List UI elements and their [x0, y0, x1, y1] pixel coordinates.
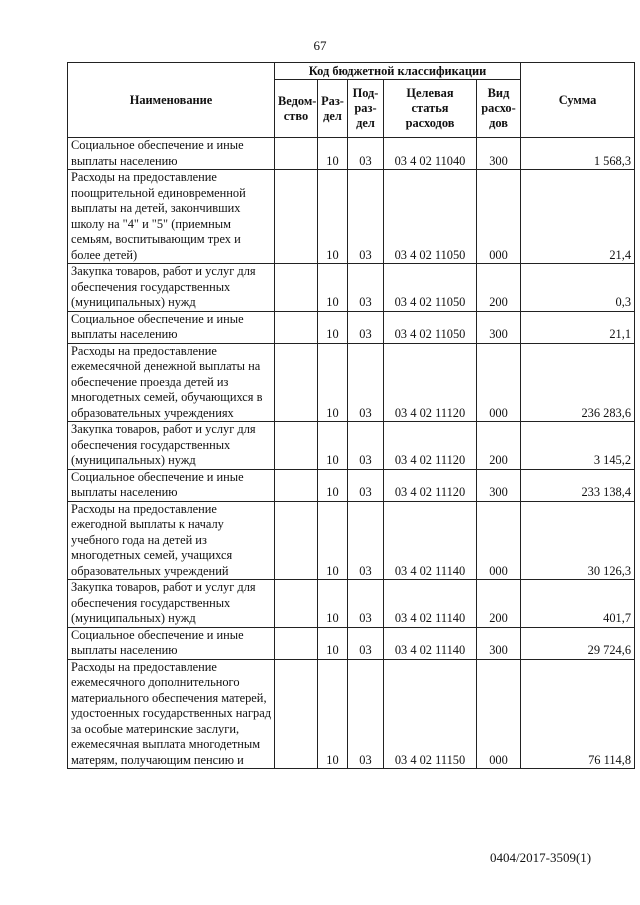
row-razdel: 10	[318, 138, 348, 170]
row-sum: 1 568,3	[521, 138, 635, 170]
page-number: 67	[313, 38, 327, 53]
row-name: Закупка товаров, работ и услуг для обеспечения государственных (муниципальных) нужд	[68, 422, 275, 470]
table-row	[68, 501, 635, 580]
row-target-article: 03 4 02 11150	[384, 659, 477, 769]
header-vedomstvo: Ведом-ство	[275, 80, 318, 138]
row-vedomstvo	[275, 659, 318, 769]
header-budget-classification: Код бюджетной классификации	[275, 63, 521, 80]
row-sum: 76 114,8	[521, 659, 635, 769]
row-target-article: 03 4 02 11120	[384, 422, 477, 470]
table-row	[68, 627, 635, 659]
row-sum: 29 724,6	[521, 627, 635, 659]
row-expense-type: 200	[477, 264, 521, 312]
table-body	[68, 138, 635, 769]
row-expense-type: 300	[477, 627, 521, 659]
row-target-article: 03 4 02 11050	[384, 170, 477, 264]
table-row	[68, 469, 635, 501]
row-podrazdel: 03	[348, 264, 384, 312]
row-sum: 0,3	[521, 264, 635, 312]
row-razdel: 10	[318, 469, 348, 501]
row-target-article: 03 4 02 11120	[384, 343, 477, 422]
row-podrazdel: 03	[348, 469, 384, 501]
row-vedomstvo	[275, 311, 318, 343]
row-target-article: 03 4 02 11040	[384, 138, 477, 170]
header-target-article: Целевая статья расходов	[384, 80, 477, 138]
row-razdel: 10	[318, 343, 348, 422]
row-expense-type: 200	[477, 580, 521, 628]
row-podrazdel: 03	[348, 580, 384, 628]
table-row	[68, 343, 635, 422]
row-expense-type: 300	[477, 469, 521, 501]
budget-table	[67, 62, 635, 769]
row-target-article: 03 4 02 11050	[384, 264, 477, 312]
row-podrazdel: 03	[348, 627, 384, 659]
row-name: Социальное обеспечение и иные выплаты населению	[68, 627, 275, 659]
row-sum: 401,7	[521, 580, 635, 628]
row-vedomstvo	[275, 343, 318, 422]
row-vedomstvo	[275, 170, 318, 264]
table-row	[68, 170, 635, 264]
row-sum: 30 126,3	[521, 501, 635, 580]
row-podrazdel: 03	[348, 170, 384, 264]
row-expense-type: 000	[477, 501, 521, 580]
header-podrazdel: Под-раз-дел	[348, 80, 384, 138]
header-expense-type: Вид расхо-дов	[477, 80, 521, 138]
row-vedomstvo	[275, 138, 318, 170]
header-sum: Сумма	[521, 63, 635, 138]
row-razdel: 10	[318, 422, 348, 470]
table-row	[68, 311, 635, 343]
row-expense-type: 000	[477, 343, 521, 422]
row-podrazdel: 03	[348, 311, 384, 343]
row-vedomstvo	[275, 627, 318, 659]
row-vedomstvo	[275, 501, 318, 580]
row-sum: 233 138,4	[521, 469, 635, 501]
row-expense-type: 000	[477, 170, 521, 264]
header-razdel: Раз-дел	[318, 80, 348, 138]
row-razdel: 10	[318, 170, 348, 264]
row-expense-type: 200	[477, 422, 521, 470]
row-target-article: 03 4 02 11140	[384, 627, 477, 659]
row-target-article: 03 4 02 11050	[384, 311, 477, 343]
row-expense-type: 300	[477, 138, 521, 170]
row-name: Расходы на предоставление поощрительной единовременной выплаты на детей, закончивших школу на "4" и "5" (приемным семьям, воспитывающим трех и более детей)	[68, 170, 275, 264]
table-row	[68, 580, 635, 628]
row-name: Расходы на предоставление ежемесячной денежной выплаты на обеспечение проезда детей из многодетных семей, обучающихся в образовательных учреждениях	[68, 343, 275, 422]
row-vedomstvo	[275, 422, 318, 470]
table-row	[68, 422, 635, 470]
document-code: 0404/2017-3509(1)	[490, 850, 592, 865]
table-row	[68, 264, 635, 312]
row-vedomstvo	[275, 580, 318, 628]
row-razdel: 10	[318, 580, 348, 628]
row-razdel: 10	[318, 311, 348, 343]
row-razdel: 10	[318, 501, 348, 580]
row-podrazdel: 03	[348, 138, 384, 170]
row-podrazdel: 03	[348, 501, 384, 580]
row-target-article: 03 4 02 11120	[384, 469, 477, 501]
row-name: Социальное обеспечение и иные выплаты населению	[68, 469, 275, 501]
row-podrazdel: 03	[348, 422, 384, 470]
row-name: Закупка товаров, работ и услуг для обеспечения государственных (муниципальных) нужд	[68, 580, 275, 628]
row-target-article: 03 4 02 11140	[384, 580, 477, 628]
row-razdel: 10	[318, 659, 348, 769]
row-sum: 21,4	[521, 170, 635, 264]
row-razdel: 10	[318, 264, 348, 312]
table-row	[68, 138, 635, 170]
row-target-article: 03 4 02 11140	[384, 501, 477, 580]
row-name: Социальное обеспечение и иные выплаты населению	[68, 138, 275, 170]
row-sum: 236 283,6	[521, 343, 635, 422]
row-sum: 21,1	[521, 311, 635, 343]
row-expense-type: 000	[477, 659, 521, 769]
row-sum: 3 145,2	[521, 422, 635, 470]
row-name: Расходы на предоставление ежегодной выплаты к началу учебного года на детей из многодетных семей, учащихся образовательных учреждений	[68, 501, 275, 580]
table-row	[68, 659, 635, 769]
row-podrazdel: 03	[348, 659, 384, 769]
row-razdel: 10	[318, 627, 348, 659]
row-expense-type: 300	[477, 311, 521, 343]
row-vedomstvo	[275, 264, 318, 312]
row-vedomstvo	[275, 469, 318, 501]
header-name: Наименование	[68, 63, 275, 138]
row-name: Расходы на предоставление ежемесячного дополнительного материального обеспечения матерей, удостоенных государственных наград за особые материнские заслуги, ежемесячная выплата многодетным матерям, получающим пенсию и	[68, 659, 275, 769]
row-name: Закупка товаров, работ и услуг для обеспечения государственных (муниципальных) нужд	[68, 264, 275, 312]
row-podrazdel: 03	[348, 343, 384, 422]
row-name: Социальное обеспечение и иные выплаты населению	[68, 311, 275, 343]
